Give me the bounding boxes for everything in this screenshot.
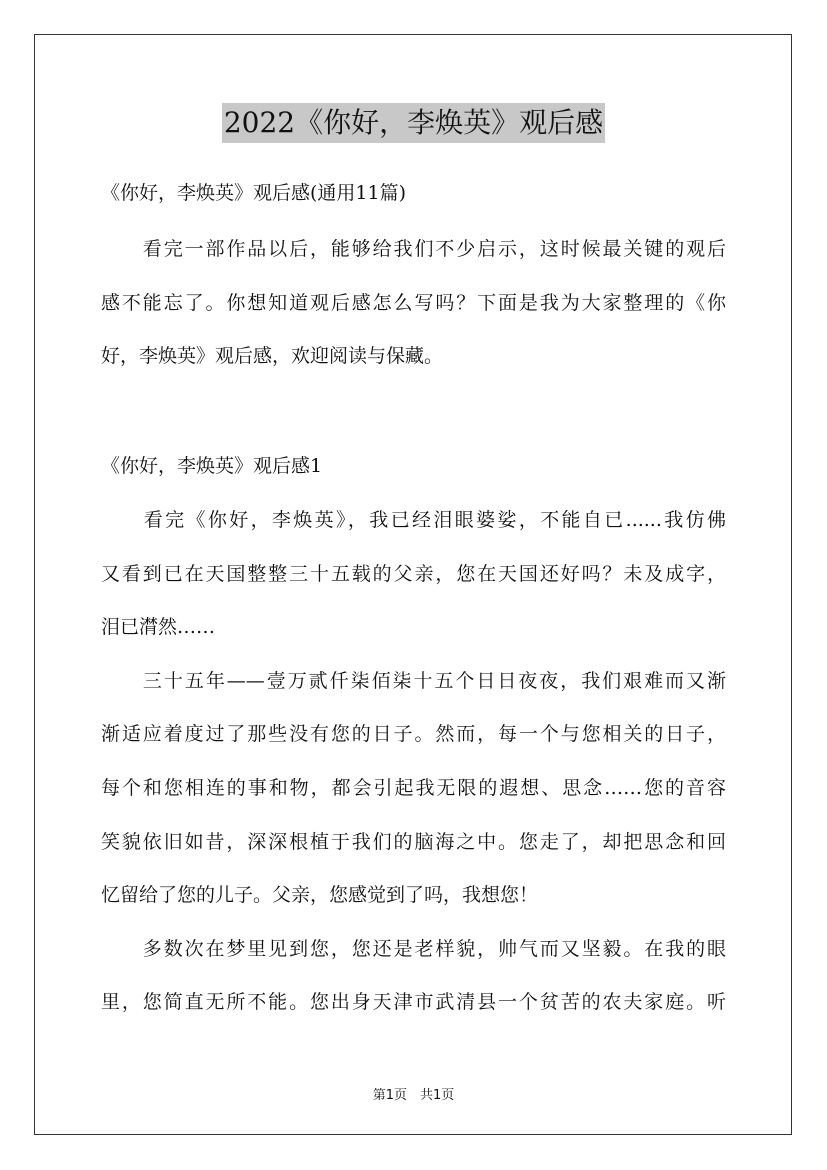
paragraph-line: 忆留给了您的儿子。父亲，您感觉到了吗，我想您！ <box>101 884 539 906</box>
page-footer: 第1页 共1页 <box>372 1088 455 1103</box>
paragraph-line: 看完《你好，李焕英》，我已经泪眼婆娑，不能自已......我仿佛 <box>101 509 726 531</box>
intro-line: 感不能忘了。你想知道观后感怎么写吗？下面是我为大家整理的《你 <box>101 292 726 314</box>
paragraph-line: 笑貌依旧如昔，深深根植于我们的脑海之中。您走了，却把思念和回 <box>101 831 726 853</box>
paragraph-line: 泪已潸然…… <box>101 616 216 638</box>
paragraph-line: 渐适应着度过了那些没有您的日子。然而，每一个与您相关的日子， <box>101 723 726 745</box>
title-container <box>0 103 827 143</box>
paragraph-line: 里，您简直无所不能。您出身天津市武清县一个贫苦的农夫家庭。听 <box>101 991 726 1013</box>
section-heading: 《你好，李焕英》观后感1 <box>101 455 323 477</box>
paragraph-line: 又看到已在天国整整三十五载的父亲，您在天国还好吗？未及成字， <box>101 563 726 585</box>
paragraph-line: 三十五年——壹万贰仟柒佰柒十五个日日夜夜，我们艰难而又渐 <box>101 670 726 692</box>
document-title: 2022《你好，李焕英》观后感 <box>222 103 605 143</box>
intro-line: 看完一部作品以后，能够给我们不少启示，这时候最关键的观后 <box>101 238 726 260</box>
paragraph-line: 每个和您相连的事和物，都会引起我无限的遐想、思念……您的音容 <box>101 777 726 799</box>
intro-line: 好，李焕英》观后感，欢迎阅读与保藏。 <box>101 345 444 367</box>
subtitle: 《你好，李焕英》观后感(通用11篇) <box>101 182 407 204</box>
paragraph-line: 多数次在梦里见到您，您还是老样貌，帅气而又坚毅。在我的眼 <box>101 938 726 960</box>
